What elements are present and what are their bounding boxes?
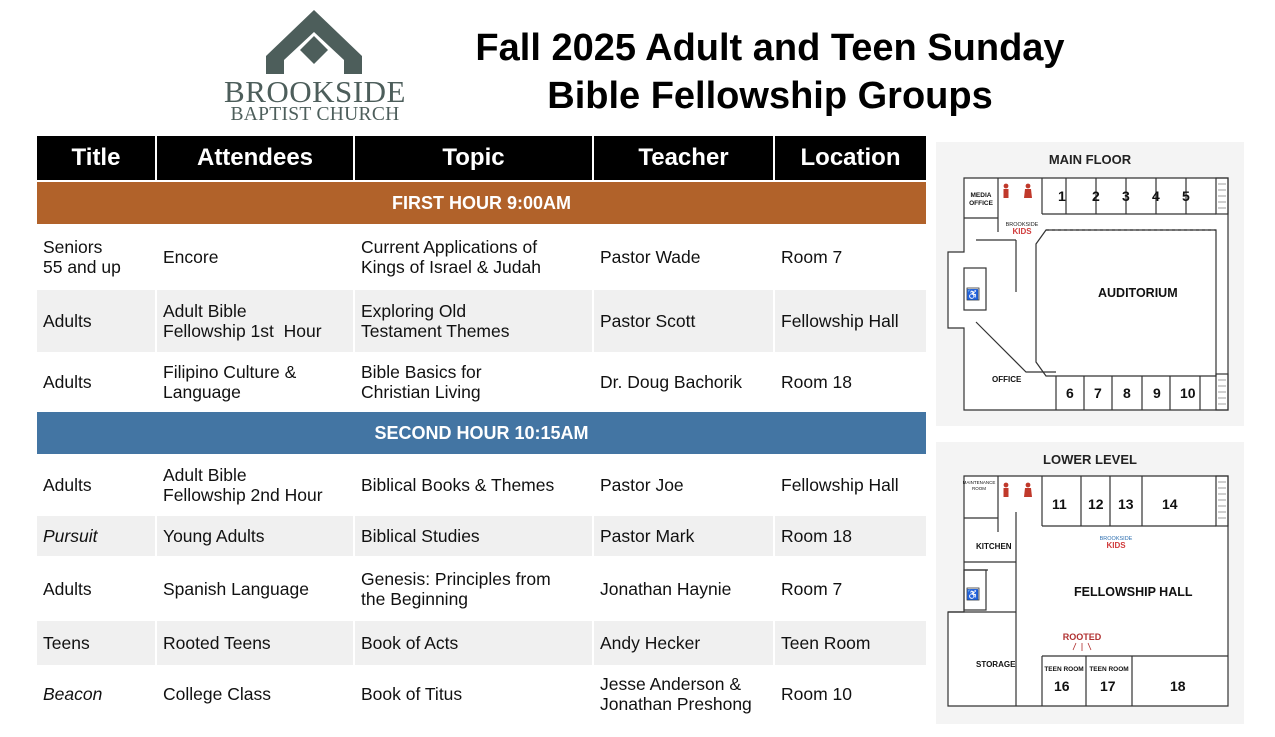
cell-title: Adults [37, 289, 156, 353]
room-12: 12 [1088, 496, 1104, 512]
cell-topic: Current Applications of Kings of Israel & Judah [354, 225, 593, 289]
cell-attendees: Adult Bible Fellowship 2nd Hour [156, 455, 354, 515]
rooted-logo: ROOTED [1062, 632, 1102, 642]
room-2: 2 [1092, 188, 1100, 204]
media-office-label: MEDIA OFFICE [969, 192, 993, 207]
cell-title: Seniors 55 and up [37, 225, 156, 289]
room-3: 3 [1122, 188, 1130, 204]
kitchen-label: KITCHEN [976, 542, 1012, 551]
cell-attendees: Spanish Language [156, 557, 354, 620]
cell-topic: Book of Titus [354, 666, 593, 720]
kids-logo: BROOKSIDE [1099, 536, 1133, 542]
cell-title: Beacon [37, 666, 156, 720]
main-floor-map [936, 142, 1244, 426]
cell-attendees: College Class [156, 666, 354, 720]
fellowship-hall-label: FELLOWSHIP HALL [1074, 585, 1193, 599]
lower-level-title: LOWER LEVEL [1043, 452, 1137, 467]
cell-teacher: Dr. Doug Bachorik [593, 353, 774, 411]
room-17: 17 [1100, 678, 1116, 694]
maintenance-label: MAINTENANCE ROOM [962, 480, 996, 491]
cell-teacher: Jonathan Haynie [593, 557, 774, 620]
wheelchair-icon: ♿ [966, 290, 980, 301]
cell-attendees: Adult Bible Fellowship 1st Hour [156, 289, 354, 353]
title-line-1: Fall 2025 Adult and Teen Sunday [475, 27, 1065, 69]
teen-room-label-2: TEEN ROOM [1089, 666, 1129, 673]
cell-teacher: Pastor Wade [593, 225, 774, 289]
room-4: 4 [1152, 188, 1160, 204]
table-header-row [37, 136, 926, 181]
groups-table [37, 136, 926, 720]
wheelchair-icon: ♿ [966, 590, 980, 601]
cell-attendees: Encore [156, 225, 354, 289]
cell-title: Adults [37, 353, 156, 411]
table-row [37, 557, 926, 620]
table-row [37, 353, 926, 411]
cell-topic: Biblical Studies [354, 515, 593, 557]
room-9: 9 [1153, 385, 1161, 401]
lower-rooms-top [1050, 496, 1220, 514]
room-10: 10 [1180, 385, 1196, 401]
cell-location: Fellowship Hall [774, 289, 926, 353]
main-floor-title: MAIN FLOOR [1048, 152, 1132, 167]
teen-room-label-1: TEEN ROOM [1044, 666, 1084, 673]
header-attendees: Attendees [156, 136, 354, 181]
cell-location: Room 18 [774, 353, 926, 411]
svg-text:KIDS: KIDS [1106, 541, 1126, 550]
table-row [37, 289, 926, 353]
header-title: Title [37, 136, 156, 181]
cell-location: Teen Room [774, 620, 926, 666]
header-location: Location [774, 136, 926, 181]
second-hour-label: SECOND HOUR 10:15AM [37, 411, 926, 455]
main-floor-rooms-bottom [1058, 385, 1208, 403]
svg-text:KIDS: KIDS [1012, 227, 1032, 236]
cell-attendees: Filipino Culture & Language [156, 353, 354, 411]
room-7: 7 [1094, 385, 1102, 401]
first-hour-section [37, 181, 926, 225]
cell-topic: Exploring Old Testament Themes [354, 289, 593, 353]
room-18: 18 [1170, 678, 1186, 694]
room-11: 11 [1052, 496, 1067, 512]
cell-title: Pursuit [37, 515, 156, 557]
church-roof-icon [266, 10, 362, 74]
cell-title: Teens [37, 620, 156, 666]
table-row [37, 455, 926, 515]
kids-logo: BROOKSIDE [1005, 222, 1039, 228]
office-label: OFFICE [992, 375, 1022, 384]
logo-name: BROOKSIDE [224, 74, 406, 109]
lower-rooms-bottom [1042, 678, 1228, 696]
room-1: 1 [1058, 188, 1066, 204]
second-hour-section [37, 411, 926, 455]
table-row [37, 515, 926, 557]
cell-location: Room 18 [774, 515, 926, 557]
lower-level-map [936, 442, 1244, 724]
cell-teacher: Pastor Scott [593, 289, 774, 353]
table-row [37, 225, 926, 289]
room-5: 5 [1182, 188, 1190, 204]
cell-location: Room 10 [774, 666, 926, 720]
cell-topic: Biblical Books & Themes [354, 455, 593, 515]
room-6: 6 [1066, 385, 1074, 401]
storage-label: STORAGE [976, 660, 1016, 669]
auditorium-label: AUDITORIUM [1098, 286, 1178, 300]
cell-teacher: Andy Hecker [593, 620, 774, 666]
cell-location: Room 7 [774, 557, 926, 620]
cell-topic: Bible Basics for Christian Living [354, 353, 593, 411]
cell-teacher: Pastor Joe [593, 455, 774, 515]
room-8: 8 [1123, 385, 1131, 401]
cell-location: Room 7 [774, 225, 926, 289]
cell-attendees: Young Adults [156, 515, 354, 557]
main-floor-plan [936, 142, 1244, 426]
cell-topic: Genesis: Principles from the Beginning [354, 557, 593, 620]
cell-attendees: Rooted Teens [156, 620, 354, 666]
room-14: 14 [1162, 496, 1178, 512]
main-floor-rooms-top [1050, 188, 1216, 206]
page-title [420, 24, 1120, 120]
title-line-2: Bible Fellowship Groups [547, 75, 993, 117]
cell-topic: Book of Acts [354, 620, 593, 666]
cell-title: Adults [37, 557, 156, 620]
first-hour-label: FIRST HOUR 9:00AM [37, 181, 926, 225]
header-topic: Topic [354, 136, 593, 181]
cell-teacher: Pastor Mark [593, 515, 774, 557]
church-logo [222, 10, 408, 125]
cell-location: Fellowship Hall [774, 455, 926, 515]
cell-title: Adults [37, 455, 156, 515]
room-16: 16 [1054, 678, 1070, 694]
table-row [37, 666, 926, 720]
header-teacher: Teacher [593, 136, 774, 181]
room-13: 13 [1118, 496, 1134, 512]
table-row [37, 620, 926, 666]
cell-teacher: Jesse Anderson & Jonathan Preshong [593, 666, 774, 720]
logo-subtitle: BAPTIST CHURCH [230, 104, 400, 125]
